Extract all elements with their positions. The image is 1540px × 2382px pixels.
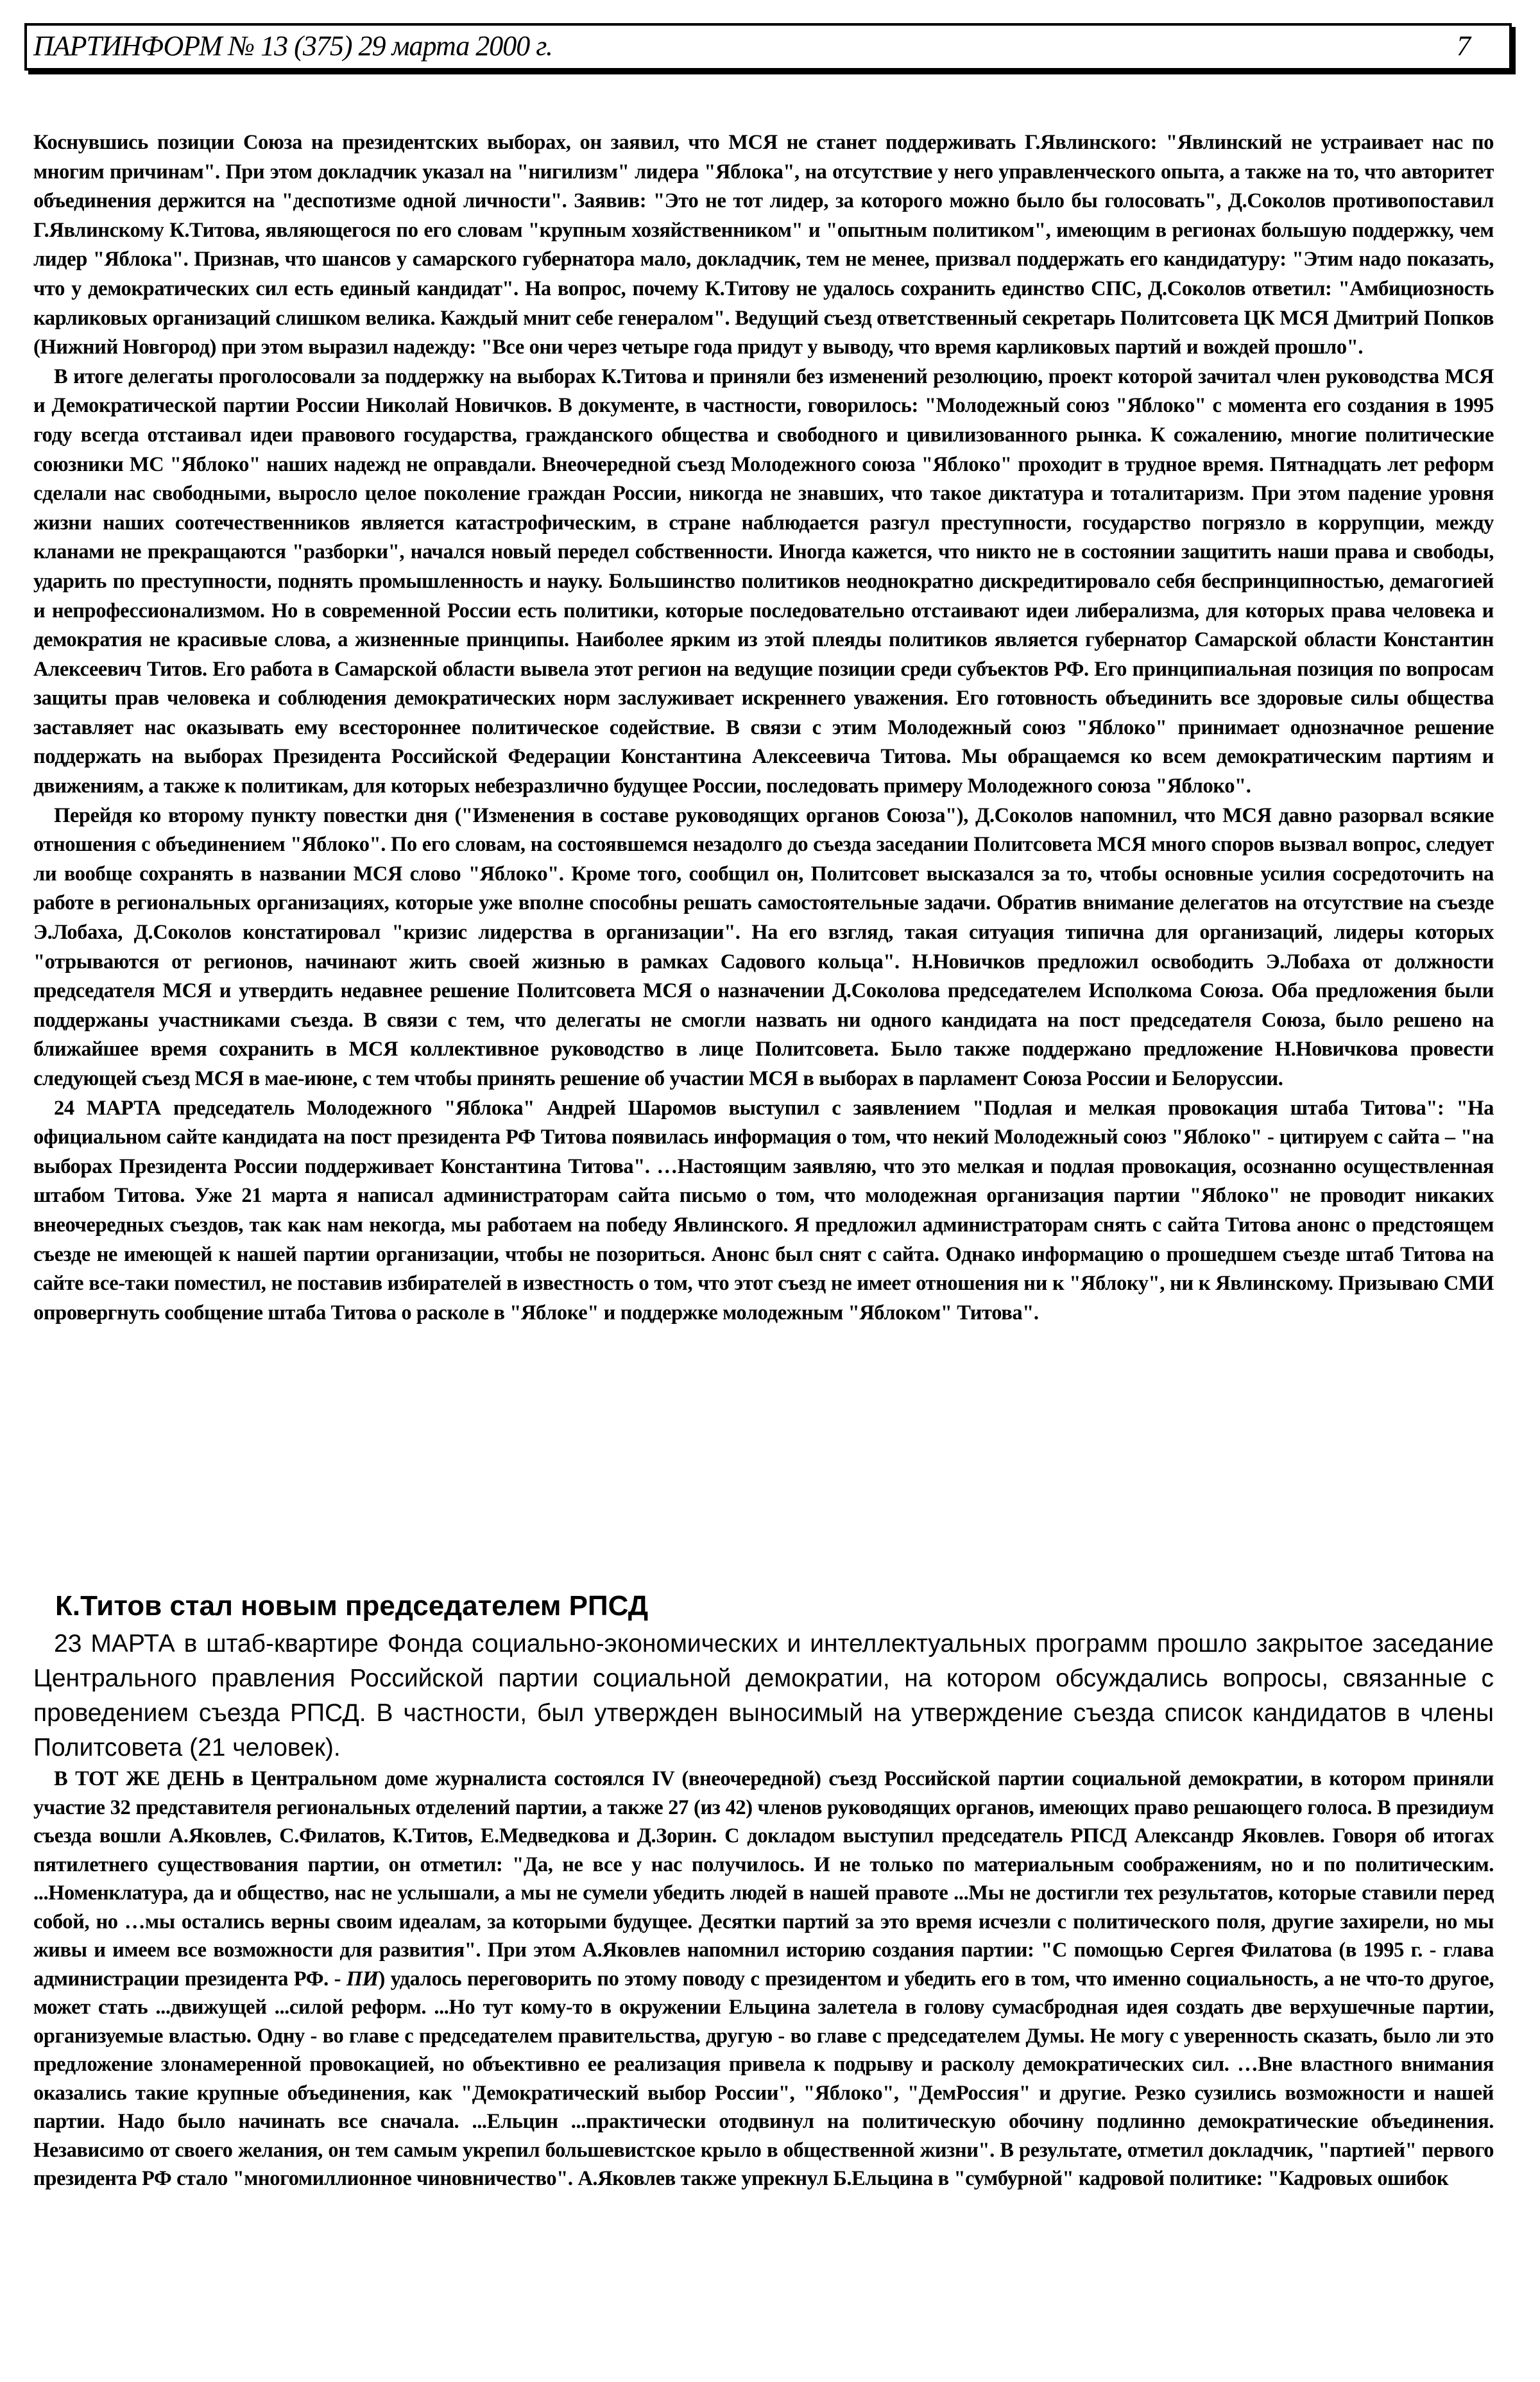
article-heading: К.Титов стал новым председателем РПСД <box>55 1590 649 1622</box>
page-number: 7 <box>1457 30 1471 62</box>
publication-title: ПАРТИНФОРМ № 13 (375) 29 марта 2000 г. <box>33 30 552 62</box>
paragraph: 24 МАРТА председатель Молодежного "Яблока" Андрей Шаромов выступил с заявлением "Подлая и мелкая провокация штаба Титова": "На официальном сайте кандидата на пост президента РФ Титова появилась информация о том, что некий Молодежный союз "Яблоко" - цитируем с сайта – "на выборах Президента России поддерживает Константина Титова". …Настоящим заявляю, что это мелкая и подлая провокация, осознанно осуществленная штабом Титова. Уже 21 марта я написал администраторам сайта письмо о том, что молодежная организация партии "Яблоко" не проводит никаких внеочередных съездов, так как нам некогда, мы работаем на победу Явлинского. Я предложил администраторам снять с сайта Титова анонс о предстоящем съезде не имеющей к нашей партии организации, чтобы не позориться. Анонс был снят с сайта. Однако информацию о прошедшем съезде штаб Титова на сайте все-таки поместил, не поставив избирателей в известность о том, что этот съезд не имеет отношения ни к "Яблоку", ни к Явлинскому. Призываю СМИ опровергнуть сообщение штаба Титова о расколе в "Яблоке" и поддержке молодежным "Яблоком" Титова". <box>33 1096 1494 1324</box>
paragraph: Коснувшись позиции Союза на президентских выборах, он заявил, что МСЯ не станет поддерживать Г.Явлинского: "Явлинский не устраивает нас по многим причинам". При этом докладчик указал на "нигилизм" лидера "Яблока", на отсутствие у него управленческого опыта, а также на то, что авторитет объединения держится на "деспотизме одной личности". Заявив: "Это не тот лидер, за которого можно было бы голосовать", Д.Соколов противопоставил Г.Явлинскому К.Титова, являющегося по его словам "крупным хозяйственником" и "опытным политиком", имеющим в регионах большую поддержку, чем лидер "Яблока". Признав, что шансов у самарского губернатора мало, докладчик, тем не менее, призвал поддержать его кандидатуру: "Этим надо показать, что у демократических сил есть единый кандидат". На вопрос, почему К.Титову не удалось сохранить единство СПС, Д.Соколов ответил: "Амбициозность карликовых организаций слишком велика. Каждый мнит себе генералом". Ведущий съезд ответственный секретарь Политсовета ЦК МСЯ Дмитрий Попков (Нижний Новгород) при этом выразил надежду: "Все они через четыре года придут у выводу, что время карликовых партий и вождей прошло". <box>33 131 1494 359</box>
paragraph: Перейдя ко второму пункту повестки дня ("Изменения в составе руководящих органов Союза"), Д.Соколов напомнил, что МСЯ давно разорвал всякие отношения с объединением "Яблоко". По его словам, на состоявшемся незадолго до съезда заседании Политсовета МСЯ много споров вызвал вопрос, следует ли вообще сохранять в названии МСЯ слово "Яблоко". Кроме того, сообщил он, Политсовет высказался за то, чтобы основные усилия сосредоточить на работе в региональных организациях, которые уже вполне способны решать самостоятельные задачи. Обратив внимание делегатов на отсутствие на съезде Э.Лобаха, Д.Соколов констатировал "кризис лидерства в организации". На его взгляд, такая ситуация типична для организаций, лидеры которых "отрываются от регионов, начинают жить своей жизнью в рамках Садового кольца". Н.Новичков предложил освободить Э.Лобаха от должности председателя МСЯ и утвердить недавнее решение Политсовета МСЯ о назначении Д.Соколова председателем Исполкома Союза. Оба предложения были поддержаны участниками съезда. В связи с тем, что делегаты не смогли назвать ни одного кандидата на пост председателя Союза, было решено на ближайшее время сохранить в МСЯ коллективное руководство в лице Политсовета. Было также поддержано предложение Н.Новичкова провести следующей съезд МСЯ в мае-июне, с тем чтобы принять решение об участии МСЯ в выборах в парламент Союза России и Белоруссии. <box>33 803 1494 1090</box>
article-lead <box>33 1627 1494 1765</box>
lead-paragraph: 23 МАРТА в штаб-квартире Фонда социально-экономических и интеллектуальных программ прошло закрытое заседание Центрального правления Российской партии социальной демократии, на котором обсуждались вопросы, связанные с проведением съезда РПСД. В частности, был утвержден выносимый на утверждение съезда список кандидатов в члены Политсовета (21 человек). <box>33 1630 1494 1761</box>
paragraph <box>33 1765 1494 2193</box>
article-continuation <box>33 128 1494 1328</box>
paragraph: В итоге делегаты проголосовали за поддержку на выборах К.Титова и приняли без изменений резолюцию, проект которой зачитал член руководства МСЯ и Демократической партии России Николай Новичков. В документе, в частности, говорилось: "Молодежный союз "Яблоко" с момента его создания в 1995 году всегда отстаивал идеи правового государства, гражданского общества и свободного и цивилизованного рынка. К сожалению, многие политические союзники МС "Яблоко" наших надежд не оправдали. Внеочередной съезд Молодежного союза "Яблоко" проходит в трудное время. Пятнадцать лет реформ сделали нас свободными, выросло целое поколение граждан России, никогда не знавших, что такое диктатура и тоталитаризм. При этом падение уровня жизни наших соотечественников является катастрофическим, в стране наблюдается разгул преступности, государство погрязло в коррупции, между кланами не прекращаются "разборки", начался новый передел собственности. Иногда кажется, что никто не в состоянии защитить наши права и свободы, ударить по преступности, поднять промышленность и науку. Большинство политиков неоднократно дискредитировало себя беспринципностью, демагогией и непрофессионализмом. Но в современной России есть политики, которые последовательно отстаивают идеи либерализма, для которых права человека и демократия не красивые слова, а жизненные принципы. Наиболее ярким из этой плеяды политиков является губернатор Самарской области Константин Алексеевич Титов. Его работа в Самарской области вывела этот регион на ведущие позиции среди субъектов РФ. Его принципиальная позиция по вопросам защиты прав человека и соблюдения демократических норм заслуживает искреннего уважения. Его готовность объединить все здоровые силы общества заставляет нас оказывать ему всестороннее политическое содействие. В связи с этим Молодежный союз "Яблоко" принимает однозначное решение поддержать на выборах Президента Российской Федерации Константина Алексеевича Титова. Мы обращаемся ко всем демократическим партиям и движениям, а также к политикам, для которых небезразлично будущее России, последовать примеру Молодежного союза "Яблоко". <box>33 364 1494 798</box>
paragraph-text: ) удалось переговорить по этому поводу с президентом и убедить его в том, что именно социальность, а не что-то другое, может стать ...движущей ...силой реформ. ...Но тут кому-то в окружении Ельцина залетела в голову сумасбродная идея создать две верхушечные партии, организуемые властью. Одну - во главе с председателем правительства, другую - во главе с председателем Думы. Не могу с уверенность сказать, было ли это предложение злонамеренной провокацией, но объективно ее реализация привела к подрыву и расколу демократических сил. …Вне властного внимания оказались такие крупные объединения, как "Демократический выбор России", "Яблоко", "ДемРоссия" и другие. Резко сузились возможности и нашей партии. Надо было начинать все сначала. ...Ельцин ...практически отодвинул на политическую обочину подлинно демократические объединения. Независимо от своего желания, он тем самым укрепил большевистское крыло в общественной жизни". В результате, отметил докладчик, "партией" первого президента РФ стало "многомиллионное чиновничество". А.Яковлев также упрекнул Б.Ельцина в "сумбурной" кадровой политике: "Кадровых ошибок <box>33 1967 1494 2190</box>
article-body <box>33 1765 1494 2193</box>
italic-abbreviation: ПИ <box>346 1967 379 1991</box>
paragraph-text: В ТОТ ЖЕ ДЕНЬ в Центральном доме журналиста состоялся IV (внеочередной) съезд Российской партии социальной демократии, в котором приняли участие 32 представителя региональных отделений партии, а также 27 (из 42) членов руководящих органов, имеющих право решающего голоса. В президиум съезда вошли А.Яковлев, С.Филатов, К.Титов, Е.Медведкова и Д.Зорин. С докладом выступил председатель РПСД Александр Яковлев. Говоря об итогах пятилетнего существования партии, он отметил: "Да, не все у нас получилось. И не только по материальным соображениям, но и по политическим. ...Номенклатура, да и общество, нас не услышали, а мы не сумели убедить людей в нашей правоте ...Мы не достигли тех результатов, которые ставили перед собой, но …мы остались верны своим идеалам, за которыми будущее. Десятки партий за это время исчезли с политического поля, другие захирели, но мы живы и имеем все возможности для развития". При этом А.Яковлев напомнил историю создания партии: "С помощью Сергея Филатова (в 1995 г. - глава администрации президента РФ. - <box>33 1767 1494 1991</box>
page-header <box>24 23 1512 71</box>
